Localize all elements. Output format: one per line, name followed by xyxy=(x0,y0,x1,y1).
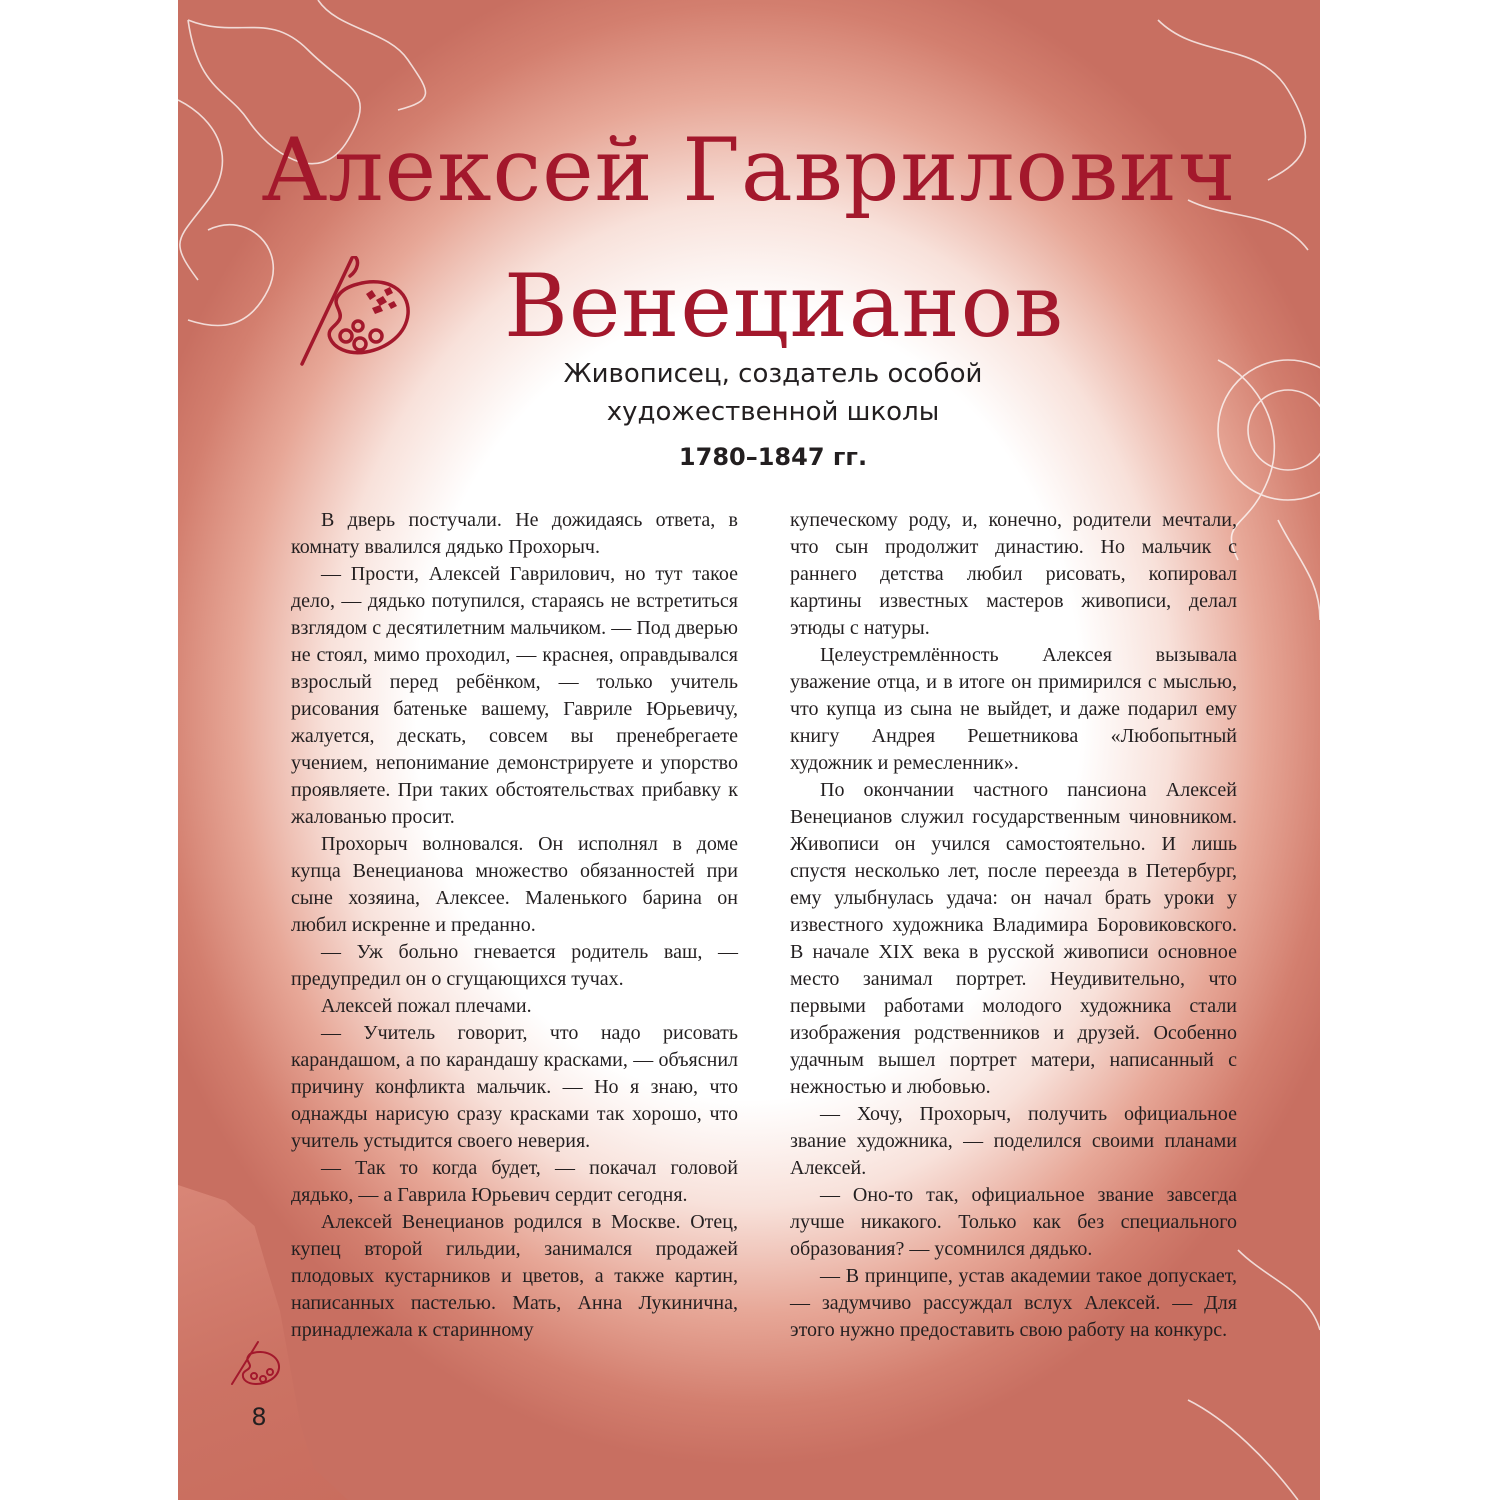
palette-brush-icon xyxy=(296,256,416,371)
title-line-2: Венецианов xyxy=(503,255,1065,357)
page-number: 8 xyxy=(251,1403,267,1431)
paragraph: — В принципе, устав академии такое допускает, — задумчиво рассуждал вслух Алексей. — Для этого нужно предоставить свою работу на конкурс. xyxy=(790,1265,1237,1341)
text-column-right xyxy=(790,507,1237,1344)
paragraph: По окончании частного пансиона Алексей Венецианов служил государственным чиновником. Живописи он учился самостоятельно. И лишь спустя несколько лет, после переезда в Петербург, ему улыбнулась удача: он начал брать уроки у известного художника Владимира Боровиковского. В начале XIX века в русской живописи основное место занимал портрет. Неудивительно, что первыми работами молодого художника стали изображения родственников и друзей. Особенно удачным вышел портрет матери, написанный с нежностью и любовью. xyxy=(790,779,1237,1098)
title-line-1: Алексей Гаврилович xyxy=(261,119,1237,221)
paragraph: Целеустремлённость Алексея вызывала уважение отца, и в итоге он примирился с мыслью, что купца из сына не выйдет, и даже подарил ему книгу Андрея Решетникова «Любопытный художник и ремесленник». xyxy=(790,644,1237,774)
book-page xyxy=(178,0,1320,1500)
paragraph: — Хочу, Прохорыч, получить официальное звание художника, — поделился своими планами Алексей. xyxy=(790,1103,1237,1179)
paragraph: Алексей пожал плечами. xyxy=(321,995,532,1017)
text-column-left xyxy=(291,507,738,1344)
paragraph: Алексей Венецианов родился в Москве. Отец, купец второй гильдии, занимался продажей плодовых кустарников и цветов, а также картин, написанных пастелью. Мать, Анна Лукинична, принадлежала к старинному xyxy=(291,1211,738,1341)
paragraph: — Так то когда будет, — покачал головой дядько, — а Гаврила Юрьевич сердит сегодня. xyxy=(291,1157,738,1206)
paragraph: В дверь постучали. Не дожидаясь ответа, в комнату ввалился дядько Прохорыч. xyxy=(291,509,738,558)
subtitle xyxy=(498,355,1048,431)
paragraph: — Уж больно гневается родитель ваш, — предупредил он о сгущающихся тучах. xyxy=(291,941,738,990)
life-dates: 1780–1847 гг. xyxy=(678,443,868,471)
subtitle-line-1: Живописец, создатель особой xyxy=(563,359,983,389)
subtitle-line-2: художественной школы xyxy=(606,397,940,427)
paragraph: — Прости, Алексей Гаврилович, но тут такое дело, — дядько потупился, стараясь не встретиться взглядом с десятилетним мальчиком. — Под дверью не стоял, мимо проходил, — краснея, оправдывался взрослый перед ребёнком, — только учитель рисования батеньке вашему, Гавриле Юрьевичу, жалуется, дескать, совсем вы пренебрегаете учением, непонимание демонстрируете и упорство проявляете. При таких обстоятельствах прибавку к жалованью просит. xyxy=(291,563,738,828)
paragraph: — Оно-то так, официальное звание завсегда лучше никакого. Только как без специального образования? — усомнился дядько. xyxy=(790,1184,1237,1260)
paragraph: — Учитель говорит, что надо рисовать карандашом, а по карандашу красками, — объяснил причину конфликта мальчик. — Но я знаю, что однажды нарисую сразу красками так хорошо, что учитель устыдится своего неверия. xyxy=(291,1022,738,1152)
palette-brush-icon xyxy=(228,1340,284,1388)
paragraph: Прохорыч волновался. Он исполнял в доме купца Венецианова множество обязанностей при сыне хозяина, Алексее. Маленького барина он любил искренне и преданно. xyxy=(291,833,738,936)
paragraph-continuation: купеческому роду, и, конечно, родители мечтали, что сын продолжит династию. Но мальчик с раннего детства любил рисовать, копировал картины известных мастеров живописи, делал этюды с натуры. xyxy=(790,509,1237,639)
